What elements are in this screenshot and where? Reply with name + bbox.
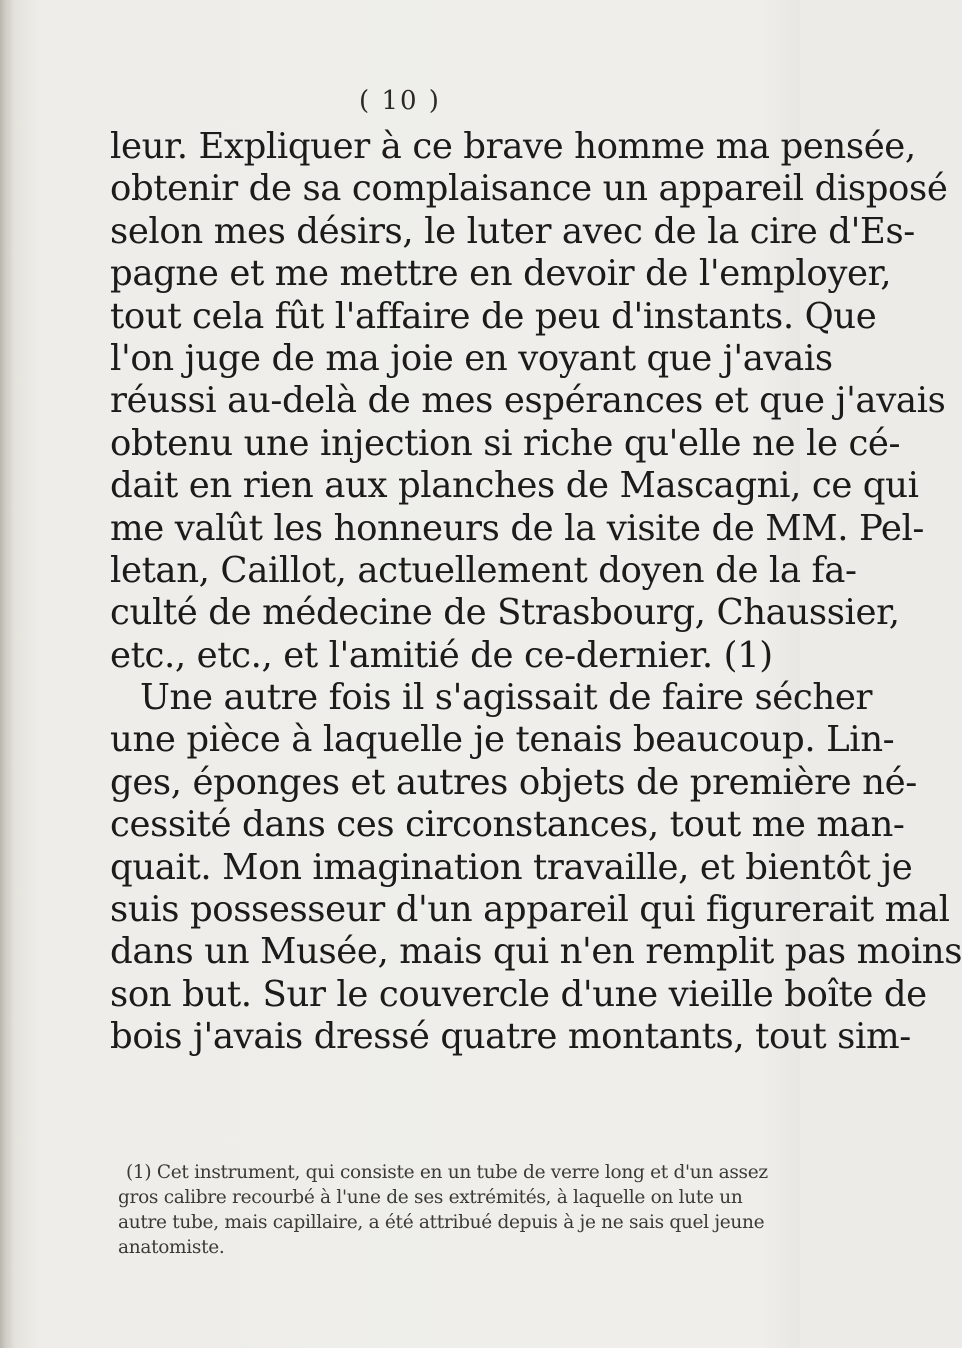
body-line: obtenir de sa complaisance un appareil disposé — [110, 168, 948, 210]
body-line: dait en rien aux planches de Mascagni, ce qui — [110, 465, 919, 507]
body-line: pagne et me mettre en devoir de l'employer, — [110, 253, 892, 295]
page-binding-edge — [0, 0, 14, 1348]
body-line: dans un Musée, mais qui n'en remplit pas moins — [110, 931, 962, 973]
body-line: selon mes désirs, le luter avec de la cire d'Es- — [110, 210, 915, 252]
paragraph-start-line: Une autre fois il s'agissait de faire sécher — [140, 677, 873, 719]
footnote — [118, 1160, 768, 1260]
body-line: l'on juge de ma joie en voyant que j'avais — [110, 337, 833, 379]
body-line: etc., etc., et l'amitié de ce-dernier. (1) — [110, 634, 773, 676]
body-line: son but. Sur le couvercle d'une vieille boîte de — [110, 973, 927, 1015]
body-line: quait. Mon imagination travaille, et bientôt je — [110, 846, 913, 888]
body-line: suis possesseur d'un appareil qui figurerait mal — [110, 889, 950, 931]
body-line: tout cela fût l'affaire de peu d'instants. Que — [110, 295, 877, 337]
body-line: réussi au-delà de mes espérances et que j'avais — [110, 380, 946, 422]
page-number-header: ( 10 ) — [359, 86, 441, 116]
footnote-line: autre tube, mais capillaire, a été attribué depuis à je ne sais quel jeune — [118, 1212, 765, 1233]
footnote-line: (1) Cet instrument, qui consiste en un tube de verre long et d'un assez — [126, 1162, 768, 1183]
body-text — [110, 126, 962, 1059]
body-line: une pièce à laquelle je tenais beaucoup. Lin- — [110, 719, 895, 761]
body-line: bois j'avais dressé quatre montants, tout sim- — [110, 1016, 911, 1058]
body-line: letan, Caillot, actuellement doyen de la fa- — [110, 549, 857, 591]
body-line: ges, éponges et autres objets de première né- — [110, 761, 917, 803]
footnote-line: anatomiste. — [118, 1237, 225, 1258]
body-line: obtenu une injection si riche qu'elle ne le cé- — [110, 422, 901, 464]
body-line: me valût les honneurs de la visite de MM. Pel- — [110, 507, 925, 549]
body-line: cessité dans ces circonstances, tout me man- — [110, 804, 905, 846]
body-line: leur. Expliquer à ce brave homme ma pensée, — [110, 126, 916, 167]
body-line: culté de médecine de Strasbourg, Chaussier, — [110, 592, 900, 634]
footnote-line: gros calibre recourbé à l'une de ses extrémités, à laquelle on lute un — [118, 1187, 743, 1208]
